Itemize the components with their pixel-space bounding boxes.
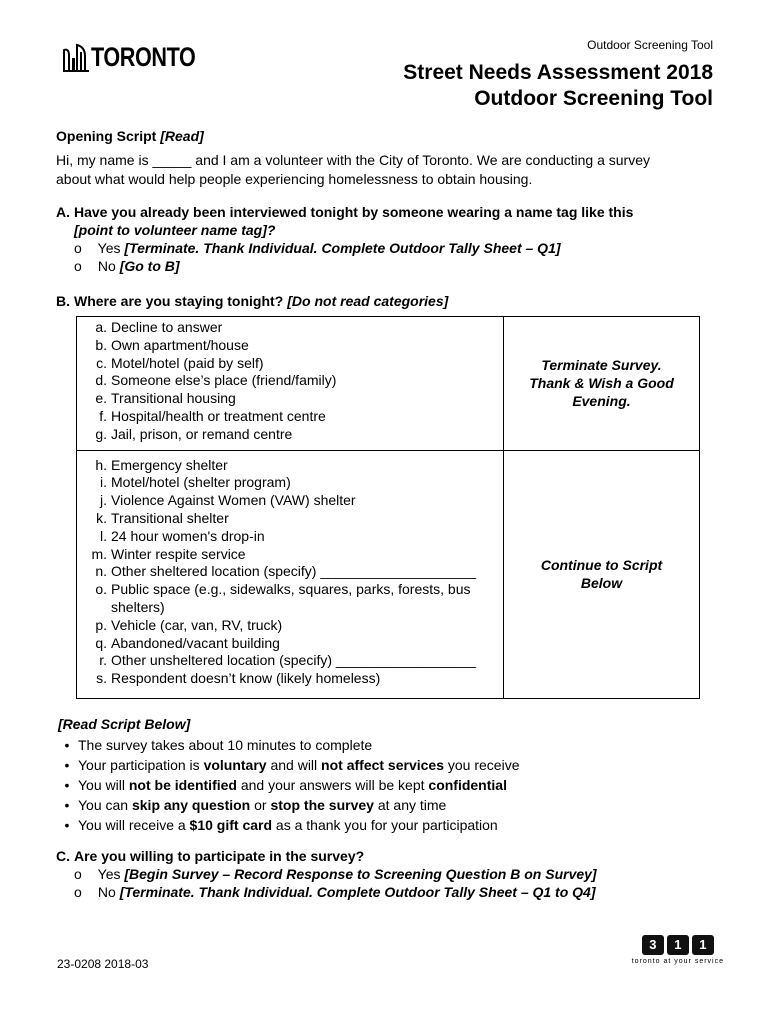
bullet-text-part: at any time [373,797,447,813]
opening-heading-text: Opening Script [56,128,157,144]
category-text: Winter respite service [111,545,246,562]
script-bullet [56,795,716,815]
option-label: Yes [97,866,121,882]
category-item [77,652,503,670]
category-key: s. [96,670,107,687]
question-b-note: [Do not read categories] [287,293,449,309]
option-label: No [97,884,116,900]
bullet-text-part: You will receive a [78,817,190,833]
category-group-continue [77,450,700,698]
opening-text-line-1: Hi, my name is _____ and I am a volunteer with the City of Toronto. We are conducting a survey [56,152,651,168]
category-key: m. [91,545,107,562]
category-item [77,457,503,475]
category-key: b. [95,336,107,353]
category-key: o. [95,581,107,598]
category-key: n. [95,563,107,580]
category-text: Someone else’s place (friend/family) [111,372,337,389]
category-text: Abandoned/vacant building [111,634,280,651]
category-item [77,408,503,426]
question-a-note: [point to volunteer name tag]? [74,222,276,238]
toronto-logo [63,40,222,74]
category-item [77,319,503,337]
category-text: Respondent doesn’t know (likely homeless) [111,670,381,687]
category-group-terminate [77,317,700,451]
question-a-option-yes[interactable] [56,239,716,257]
continue-instruction [504,450,700,698]
category-items [77,457,503,688]
logo-311-tagline: toronto at your service [631,958,724,965]
bullet-text-part: and will [266,757,322,773]
category-item [77,581,503,617]
category-item [77,355,503,373]
action-line: Evening. [572,393,631,410]
bullet-text [78,795,446,815]
doc-label: Outdoor Screening Tool [587,38,713,52]
opening-text-line-2: about what would help people experiencing homelessness to obtain housing. [56,171,533,187]
bullet-dot-icon: • [64,797,70,813]
category-text: Public space (e.g., sidewalks, squares, parks, forests, bus shelters) [111,581,471,615]
question-b-label: B. [56,293,70,309]
category-table [76,316,700,699]
bullet-text-part: Your participation is [78,757,204,773]
option-bullet: o [74,884,82,900]
script-heading: [Read Script Below] [58,716,191,732]
option-note: [Terminate. Thank Individual. Complete Outdoor Tally Sheet – Q1 to Q4] [119,884,596,900]
digit: 1 [667,935,689,955]
bullet-text-part: and your answers will be kept [236,777,429,793]
category-item [77,492,503,510]
category-key: g. [95,425,107,442]
category-items [77,319,503,444]
category-item [77,670,503,688]
digit: 3 [642,935,664,955]
category-text: Motel/hotel (shelter program) [111,474,291,491]
bullet-text [78,815,498,835]
category-list-2 [77,450,504,698]
category-item [77,390,503,408]
logo-311-digits [632,935,724,955]
category-list-1 [77,317,504,451]
category-text: Motel/hotel (paid by self) [111,354,264,371]
option-label: Yes [97,240,121,256]
bullet-text-part: not affect services [321,757,444,773]
question-c-option-yes[interactable] [56,865,716,883]
category-item [77,635,503,653]
category-item [77,372,503,390]
category-key: r. [99,652,107,669]
question-a-text: Have you already been interviewed tonight by someone wearing a name tag like this [74,204,634,220]
category-item [77,426,503,444]
category-text: Transitional housing [111,390,236,407]
bullet-dot-icon: • [64,777,70,793]
script-bullet [56,775,716,795]
bullet-text [78,755,519,775]
option-bullet: o [74,866,82,882]
city-hall-logo-icon [63,42,89,72]
question-a-label: A. [56,204,70,220]
category-item [77,563,503,581]
bullet-text [78,775,507,795]
category-text: Transitional shelter [111,509,229,526]
action-line: Terminate Survey. [541,357,662,374]
bullet-dot-icon: • [64,757,70,773]
bullet-text-part: confidential [428,777,507,793]
bullet-text-part: You will [78,777,129,793]
bullet-text-part: skip any question [131,797,251,813]
category-text: Own apartment/house [111,336,249,353]
category-key: d. [95,372,107,389]
logo-wordmark: TORONTO [91,41,196,72]
category-key: c. [96,354,107,371]
category-key: i. [100,474,107,491]
bullet-text-part: or [250,797,271,813]
option-note: [Begin Survey – Record Response to Screening Question B on Survey] [124,866,597,882]
category-text: Other unsheltered location (specify) __________________ [111,652,477,669]
option-note: [Go to B] [119,258,180,274]
option-label: No [97,258,116,274]
category-key: k. [96,509,107,526]
category-key: p. [95,616,107,633]
bullet-dot-icon: • [64,737,70,753]
bullet-dot-icon: • [64,817,70,833]
bullet-text-part: not be identified [128,777,237,793]
script-bullet [56,755,716,775]
category-key: e. [95,390,107,407]
category-key: q. [95,634,107,651]
action-line: Thank & Wish a Good [529,375,674,392]
digit: 1 [692,935,714,955]
opening-heading [56,127,716,146]
bullet-text-part: voluntary [203,757,267,773]
question-c [56,847,716,901]
logo-311 [632,935,724,965]
bullet-text-part: $10 gift card [189,817,273,833]
bullet-text-part: The survey takes about 10 minutes to complete [78,737,373,753]
category-text: Emergency shelter [111,456,228,473]
category-text: Violence Against Women (VAW) shelter [111,492,356,509]
category-key: h. [95,456,107,473]
terminate-instruction [504,317,700,451]
question-c-label: C. [56,848,70,864]
bullet-text-part: You can [78,797,132,813]
option-bullet: o [74,258,82,274]
category-item [77,528,503,546]
form-code: 23-0208 2018-03 [57,957,149,971]
category-text: Hospital/health or treatment centre [111,407,326,424]
bullet-text-part: as a thank you for your participation [272,817,498,833]
category-text: 24 hour women's drop-in [111,527,265,544]
page-title [403,60,713,112]
title-line-1: Street Needs Assessment 2018 [403,61,713,84]
category-item [77,474,503,492]
category-text: Vehicle (car, van, RV, truck) [111,616,283,633]
script-bullet [56,815,716,835]
title-line-2: Outdoor Screening Tool [474,87,713,110]
bullet-text [78,735,372,755]
bullet-text-part: you receive [444,757,520,773]
category-item [77,337,503,355]
question-c-text: Are you willing to participate in the survey? [74,848,365,864]
category-text: Other sheltered location (specify) ____________________ [111,563,477,580]
category-item [77,546,503,564]
script-bullet [56,735,716,755]
script-bullets [56,735,716,835]
category-item [77,617,503,635]
option-note: [Terminate. Thank Individual. Complete Outdoor Tally Sheet – Q1] [124,240,561,256]
category-key: f. [99,407,107,424]
action-line: Below [580,575,623,592]
category-key: a. [95,319,107,335]
question-a-option-no[interactable] [56,257,716,275]
question-b-text: Where are you staying tonight? [74,293,284,309]
category-item [77,510,503,528]
bullet-text-part: stop the survey [270,797,374,813]
opening-heading-note: [Read] [160,128,204,144]
action-line: Continue to Script [540,557,663,574]
opening-text [56,151,716,189]
category-text: Jail, prison, or remand centre [111,425,293,442]
question-c-option-no[interactable] [56,883,716,901]
question-a [56,203,716,275]
category-key: l. [100,527,107,544]
option-bullet: o [74,240,82,256]
category-key: j. [100,492,107,509]
category-text: Decline to answer [111,319,223,335]
question-b [56,292,448,310]
